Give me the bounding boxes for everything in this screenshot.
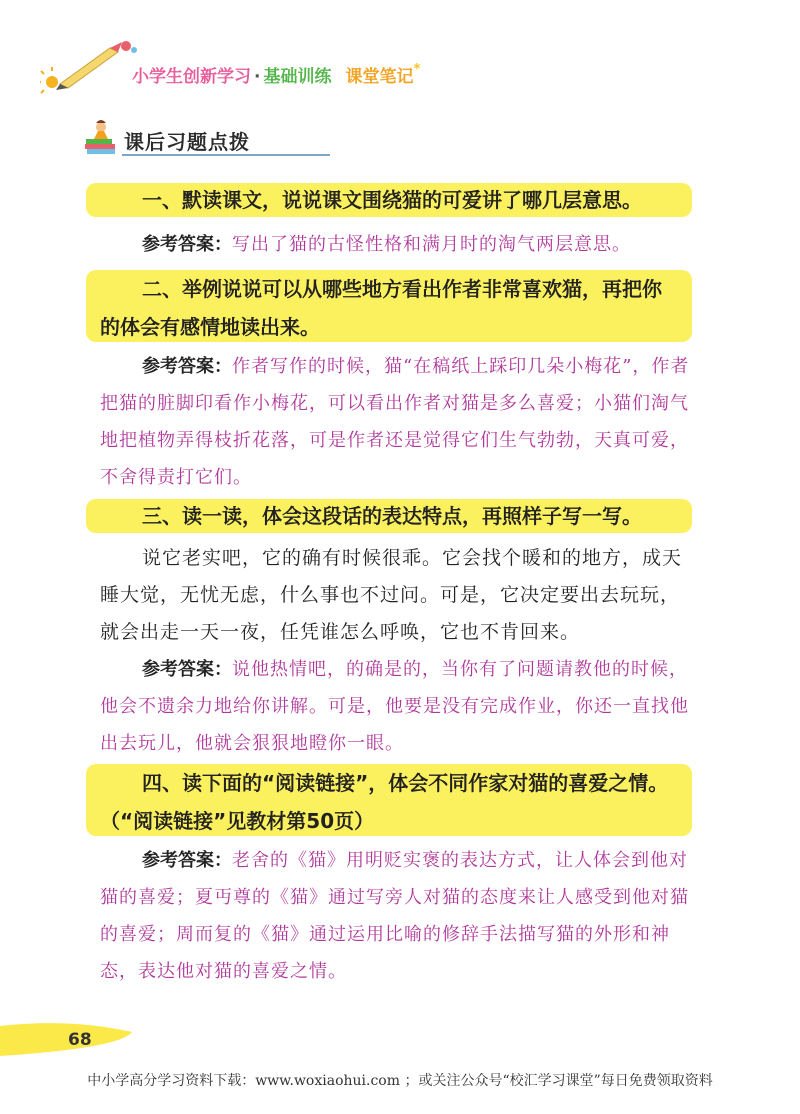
answer-2-text: 作者写作的时候，猫“在稿纸上踩印几朵小梅花”，作者把猫的脏脚印看作小梅花，可以看出作者对猫是多么喜爱；小猫们淘气地把植物弄得枝折花落，可是作者还是觉得它们生气勃勃，天真可爱，不舍得责打它们。 xyxy=(100,356,690,488)
page-number: 68 xyxy=(68,1030,92,1050)
question-3: 三、读一读，体会这段话的表达特点，再照样子写一写。 xyxy=(86,499,692,533)
answer-3-text: 说他热情吧，的确是的，当你有了问题请教他的时候，他会不遗余力地给你讲解。可是，他要是没有完成作业，你还一直找他出去玩儿，他就会狠狠地瞪你一眼。 xyxy=(100,659,689,754)
question-1: 一、默读课文，说说课文围绕猫的可爱讲了哪几层意思。 xyxy=(86,183,692,217)
question-2: 二、举例说说可以从哪些地方看出作者非常喜欢猫，再把你的体会有感情地读出来。 xyxy=(86,270,692,342)
answer-4-text: 老舍的《猫》用明贬实褒的表达方式，让人体会到他对猫的喜爱；夏丏尊的《猫》通过写旁人对猫的态度来让人感受到他对猫的喜爱；周而复的《猫》通过运用比喻的修辞手法描写猫的外形和神态，表达他对猫的喜爱之情。 xyxy=(100,850,689,982)
answer-label: 参考答案： xyxy=(142,234,232,255)
answer-4 xyxy=(100,842,698,990)
header-title-star: * xyxy=(413,62,421,77)
header-title-green: 基础训练 xyxy=(263,67,332,87)
answer-label: 参考答案： xyxy=(142,356,232,377)
answer-label: 参考答案： xyxy=(142,659,232,680)
answer-3 xyxy=(100,651,698,762)
reading-kid-books-icon xyxy=(82,118,120,156)
answer-1 xyxy=(100,226,698,263)
header-title-dot: · xyxy=(254,67,261,87)
page-header xyxy=(40,38,520,96)
section-underline xyxy=(122,154,330,156)
answer-1-text: 写出了猫的古怪性格和满月时的淘气两层意思。 xyxy=(232,234,631,255)
header-title xyxy=(132,62,420,87)
section-title: 课后习题点拨 xyxy=(124,130,250,154)
answer-2 xyxy=(100,348,698,496)
answer-label: 参考答案： xyxy=(142,850,232,871)
example-passage: 说它老实吧，它的确有时候很乖。它会找个暖和的地方，成天睡大觉，无忧无虑，什么事也不过问。可是，它决定要出去玩玩，就会出走一天一夜，任凭谁怎么呼唤，它也不肯回来。 xyxy=(100,547,683,643)
header-title-orange: 课堂笔记 xyxy=(345,67,414,87)
question-4: 四、读下面的“阅读链接”，体会不同作家对猫的喜爱之情。（“阅读链接”见教材第50页） xyxy=(86,764,692,836)
footer-download-note: 中小学高分学习资料下载：www.woxiaohui.com ；或关注公众号“校汇学习课堂”每日免费领取资料 xyxy=(87,1073,713,1089)
header-title-main: 小学生创新学习 xyxy=(132,67,251,87)
